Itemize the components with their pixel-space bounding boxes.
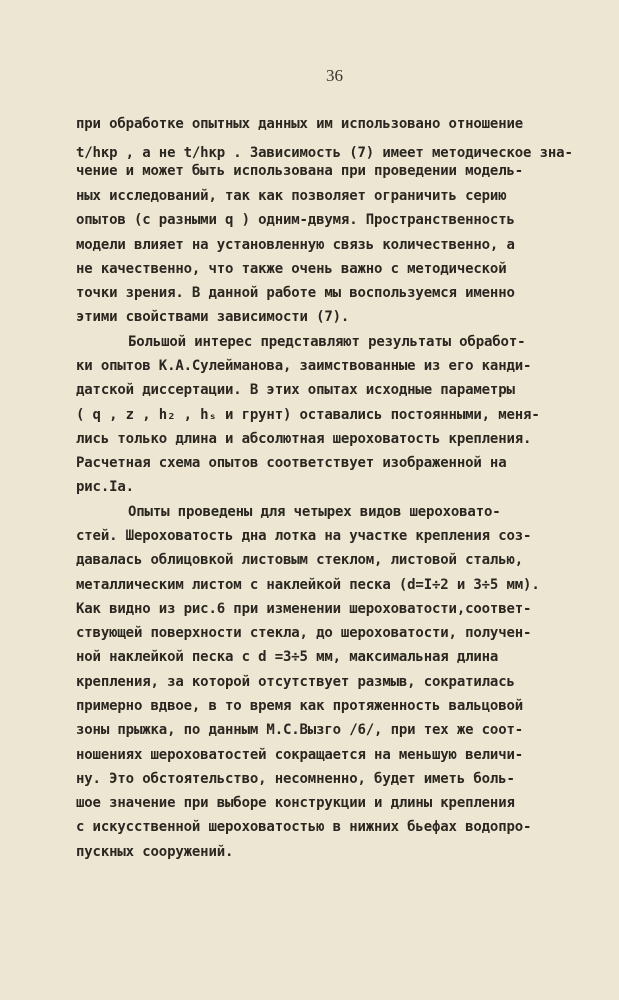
text-line: модели влияет на установленную связь количественно, а bbox=[76, 237, 515, 253]
text-line: ствующей поверхности стекла, до шероховатости, получен- bbox=[76, 625, 532, 641]
text-line: с искусственной шероховатостью в нижних бьефах водопро- bbox=[76, 819, 532, 835]
text-line: давалась облицовкой листовым стеклом, листовой сталью, bbox=[76, 552, 524, 568]
text-line: Как видно из рис.6 при изменении шероховатости,соответ- bbox=[76, 601, 532, 617]
text-line: ных исследований, так как позволяет ограничить серию bbox=[76, 188, 507, 204]
text-line: точки зрения. В данной работе мы воспользуемся именно bbox=[76, 285, 515, 301]
text-line: ки опытов К.А.Сулейманова, заимствованные из его канди- bbox=[76, 358, 532, 374]
text-line: шое значение при выборе конструкции и длины крепления bbox=[76, 795, 515, 811]
text-line: этими свойствами зависимости (7). bbox=[76, 309, 350, 325]
text-line: рис.Iа. bbox=[76, 479, 134, 495]
text-line: Опыты проведены для четырех видов шероховато- bbox=[128, 504, 501, 520]
text-line: t/hкр , а не t/hкр . Зависимость (7) имеет методическое зна- bbox=[76, 145, 573, 161]
text-line: опытов (с разными q ) одним-двумя. Пространственность bbox=[76, 212, 515, 228]
text-line: при обработке опытных данных им использовано отношение bbox=[76, 116, 524, 132]
text-line: Большой интерес представляют результаты обработ- bbox=[128, 334, 526, 350]
text-line: примерно вдвое, в то время как протяженность вальцовой bbox=[76, 698, 524, 714]
page-number: 36 bbox=[326, 66, 343, 85]
text-line: не качественно, что также очень важно с методической bbox=[76, 261, 507, 277]
text-line: лись только длина и абсолютная шероховатость крепления. bbox=[76, 431, 532, 447]
text-line: ( q , z , h₂ , hₛ и грунт) оставались постоянными, меня- bbox=[76, 407, 540, 423]
text-line: пускных сооружений. bbox=[76, 844, 234, 860]
text-line: Расчетная схема опытов соответствует изображенной на bbox=[76, 455, 507, 471]
text-line: ной наклейкой песка с d =3÷5 мм, максимальная длина bbox=[76, 649, 499, 665]
text-line: чение и может быть использована при проведении модель- bbox=[76, 163, 524, 179]
text-line: зоны прыжка, по данным М.С.Вызго /6/, при тех же соот- bbox=[76, 722, 524, 738]
text-line: стей. Шероховатость дна лотка на участке крепления соз- bbox=[76, 528, 532, 544]
text-line: крепления, за которой отсутствует размыв, сократилась bbox=[76, 674, 515, 690]
text-line: металлическим листом с наклейкой песка (d=I÷2 и 3÷5 мм). bbox=[76, 577, 540, 593]
text-line: датской диссертации. В этих опытах исходные параметры bbox=[76, 382, 515, 398]
text-line: ну. Это обстоятельство, несомненно, будет иметь боль- bbox=[76, 771, 515, 787]
text-line: ношениях шероховатостей сокращается на меньшую величи- bbox=[76, 747, 524, 763]
